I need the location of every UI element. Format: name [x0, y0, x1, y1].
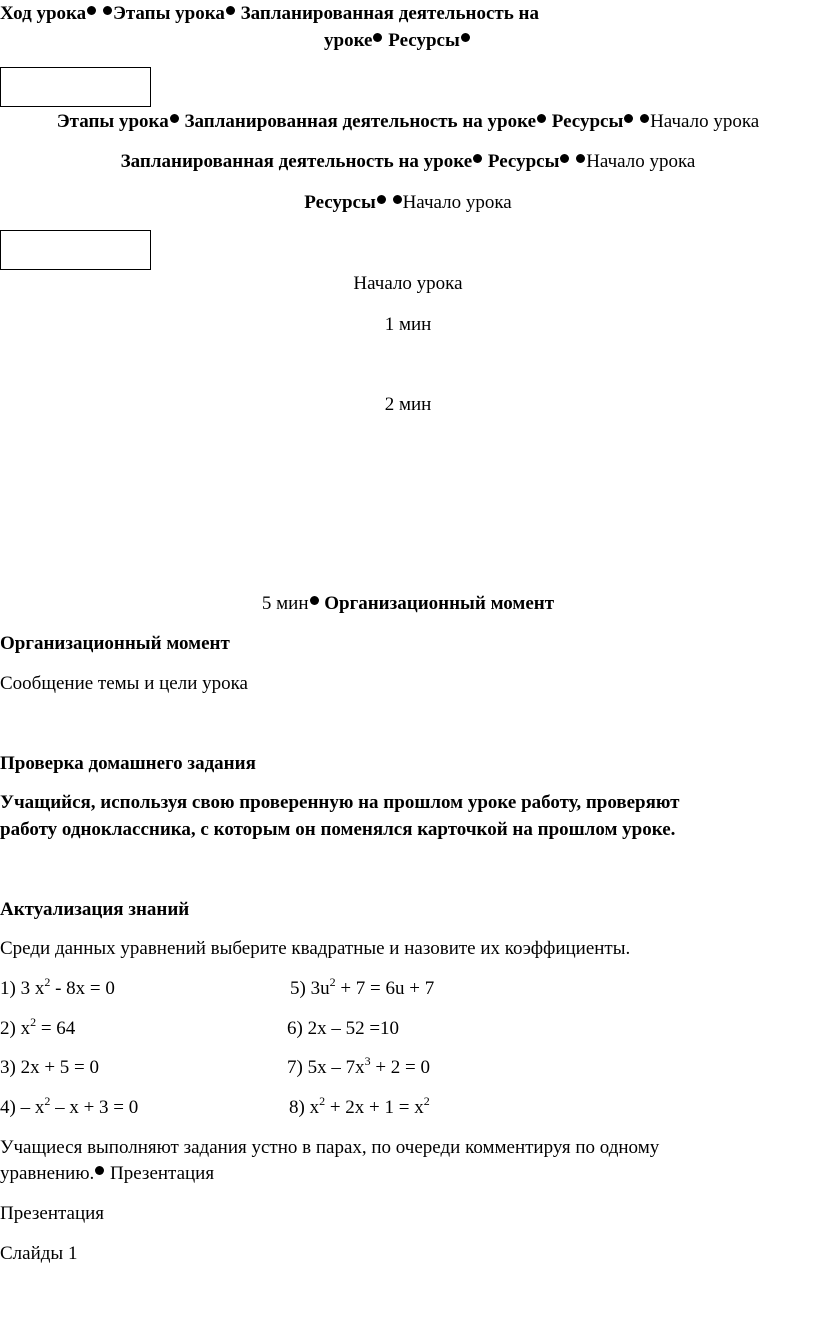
equation-3: 3) 2x + 5 = 0: [0, 1057, 100, 1078]
equation-text: 5) 3u: [290, 978, 330, 999]
bullet-icon: [170, 114, 179, 123]
equation-text: + 2 = 0: [370, 1057, 431, 1078]
lesson-start-label: Начало урока: [402, 192, 512, 213]
lesson-start-label: Начало урока: [650, 111, 760, 132]
topic-message: Сообщение темы и цели урока: [0, 673, 248, 694]
header-line-1: [0, 3, 539, 25]
equation-text: 2) x: [0, 1018, 31, 1039]
bullet-icon: [103, 6, 112, 15]
time-5-min-row: [0, 593, 816, 615]
exponent: 2: [44, 1094, 51, 1108]
pairs-text-line-2: [0, 1163, 214, 1185]
empty-table-cell: [0, 67, 151, 107]
bullet-icon: [537, 114, 546, 123]
exponent: 2: [423, 1094, 430, 1108]
header-planned-activity: Запланированная деятельность на: [240, 3, 539, 24]
repeated-header-row-3: [0, 192, 816, 214]
bullet-icon: [377, 195, 386, 204]
bullet-icon: [95, 1166, 104, 1175]
repeated-header-row-2: [0, 151, 816, 173]
bullet-icon: [461, 33, 470, 42]
exponent: 3: [364, 1054, 371, 1068]
header-lesson-course: Ход урока: [0, 3, 87, 24]
pairs-resource: Презентация: [105, 1163, 215, 1184]
exponent: 2: [319, 1094, 326, 1108]
org-moment-inline: Организационный момент: [324, 593, 555, 614]
equation-text: + 2x + 1 = x: [325, 1097, 424, 1118]
header-lesson-stages: Этапы урока: [112, 3, 225, 24]
bullet-icon: [87, 6, 96, 15]
equation-5: [290, 975, 435, 1000]
org-moment-heading: Организационный момент: [0, 633, 230, 654]
equation-4: [0, 1094, 139, 1119]
equation-text: + 7 = 6u + 7: [335, 978, 435, 999]
bullet-icon: [640, 114, 649, 123]
header-resources: Ресурсы: [388, 30, 460, 51]
planned-activity-label: Запланированная деятельность на уроке: [184, 111, 537, 132]
time-5-min: 5 мин: [261, 593, 309, 614]
bullet-icon: [393, 195, 402, 204]
time-1-min: 1 мин: [384, 314, 432, 335]
bullet-icon: [373, 33, 382, 42]
repeated-header-row-1: [0, 111, 816, 133]
equation-2: [0, 1015, 76, 1040]
pairs-text-end: уравнению.: [0, 1163, 95, 1184]
equation-text: 8) x: [289, 1097, 320, 1118]
exponent: 2: [30, 1015, 37, 1029]
resources-label: Ресурсы: [304, 192, 376, 213]
presentation-label: Презентация: [0, 1203, 105, 1224]
bullet-icon: [473, 154, 482, 163]
resources-label: Ресурсы: [551, 111, 624, 132]
exponent: 2: [44, 975, 51, 989]
planned-activity-label: Запланированная деятельность на уроке: [120, 151, 473, 172]
slides-label: Слайды 1: [0, 1243, 78, 1264]
task-text: Среди данных уравнений выберите квадратные и назовите их коэффициенты.: [0, 938, 631, 959]
header-lesson-word: уроке: [324, 30, 373, 51]
homework-text-line-2: работу одноклассника, с которым он поменялся карточкой на прошлом уроке.: [0, 819, 676, 840]
equation-text: 1) 3 x: [0, 978, 45, 999]
time-2-min: 2 мин: [384, 394, 432, 415]
equation-8: [289, 1094, 430, 1119]
stages-label: Этапы урока: [56, 111, 169, 132]
resources-label: Ресурсы: [487, 151, 560, 172]
bullet-icon: [624, 114, 633, 123]
equation-7: [287, 1054, 431, 1079]
lesson-start-label: Начало урока: [586, 151, 696, 172]
pairs-text-line-1: Учащиеся выполняют задания устно в парах, по очереди комментируя по одному: [0, 1137, 660, 1158]
equation-text: – x + 3 = 0: [50, 1097, 139, 1118]
equation-text: 4) – x: [0, 1097, 45, 1118]
equation-text: = 64: [36, 1018, 76, 1039]
empty-table-cell: [0, 230, 151, 270]
exponent: 2: [329, 975, 336, 989]
header-line-2: [324, 30, 471, 52]
equation-6: 6) 2x – 52 =10: [287, 1018, 400, 1039]
homework-heading: Проверка домашнего задания: [0, 753, 256, 774]
equation-text: - 8x = 0: [50, 978, 115, 999]
actualization-heading: Актуализация знаний: [0, 899, 190, 920]
bullet-icon: [560, 154, 569, 163]
equation-text: 7) 5x – 7x: [287, 1057, 365, 1078]
equation-1: [0, 975, 115, 1000]
bullet-icon: [310, 596, 319, 605]
bullet-icon: [576, 154, 585, 163]
bullet-icon: [226, 6, 235, 15]
stage-start: Начало урока: [353, 273, 463, 294]
homework-text-line-1: Учащийся, используя свою проверенную на прошлом уроке работу, проверяют: [0, 792, 680, 813]
